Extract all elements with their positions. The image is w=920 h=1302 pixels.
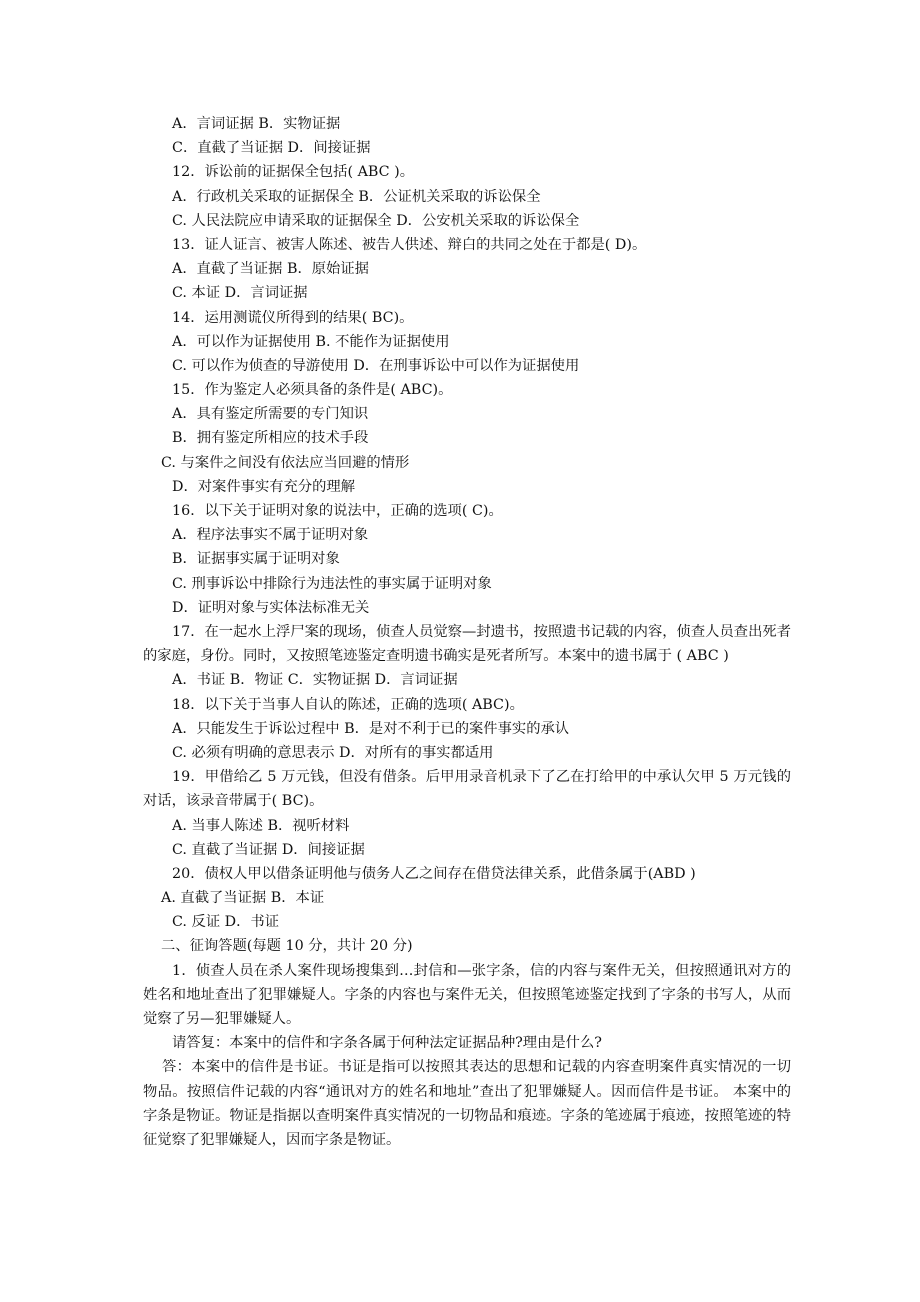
option-line: A．言词证据 B．实物证据 [172, 116, 341, 132]
option-line: A．具有鉴定所需要的专门知识 [172, 406, 369, 423]
section-heading: 二、征询答题(每题 10 分，共计 20 分) [161, 938, 413, 955]
question-17: 17．在一起水上浮尸案的现场，侦查人员觉察—封遗书，按照遗书记载的内容，侦查人员查出死者的家庭，身份。同时，又按照笔迹鉴定查明遗书确实是死者所写。本案中的遗书属于 ( ABC ) [143, 623, 791, 665]
question-12: 12．诉讼前的证据保全包括( ABC )。 [172, 164, 415, 181]
option-line: D．对案件事实有充分的理解 [172, 478, 356, 495]
question-19: 19．甲借给乙 5 万元钱，但没有借条。后甲用录音机录下了乙在打给甲的中承认欠甲 5 万元钱的对话，该录音带属于( BC)。 [143, 769, 791, 810]
option-line: C. 直截了当证据 D．间接证据 [172, 841, 365, 858]
option-line: A．可以作为证据使用 B. 不能作为证据使用 [172, 333, 450, 350]
option-line: C. 反证 D．书证 [172, 914, 280, 931]
option-line: C. 人民法院应申请采取的证据保全 D．公安机关采取的诉讼保全 [172, 212, 580, 229]
option-line: C. 本证 D．言词证据 [172, 285, 308, 302]
option-line: D．证明对象与实体法标准无关 [172, 599, 370, 616]
option-line: C. 与案件之间没有依法应当回避的情形 [161, 454, 410, 471]
document-body [143, 112, 791, 1152]
question-16: 16．以下关于证明对象的说法中，正确的选项( C)。 [172, 503, 503, 519]
case-question-1: 1．侦查人员在杀人案件现场搜集到…封信和—张字条，信的内容与案件无关，但按照通讯对方的姓名和地址查出了犯罪嫌疑人。字条的内容也与案件无关，但按照笔迹鉴定找到了字条的书写人，从而觉察了另—犯罪嫌疑人。 [143, 962, 791, 1028]
option-line: A．直截了当证据 B．原始证据 [172, 261, 369, 278]
question-13: 13．证人证言、被害人陈述、被告人供述、辩白的共同之处在于都是( D)。 [172, 236, 647, 253]
question-20: 20．债权人甲以借条证明他与债务人乙之间存在借贷法律关系，此借条属于(ABD ) [172, 865, 696, 882]
option-line: A．只能发生于诉讼过程中 B．是对不利于已的案件事实的承认 [172, 720, 570, 737]
option-line: C. 可以作为侦查的导游使用 D．在刑事诉讼中可以作为证据使用 [172, 357, 580, 374]
option-line: B．拥有鉴定所相应的技术手段 [172, 430, 369, 447]
case-answer: 答：本案中的信件是书证。书证是指可以按照其表达的思想和记载的内容查明案件真实情况的一切物品。按照信件记载的内容“通讯对方的姓名和地址”查出了犯罪嫌疑人。因而信件是书证。 本案中的字条是物证。物证是指据以查明案件真实情况的一切物品和痕迹。字条的笔迹属于痕迹，按照笔迹的特征觉察了犯罪嫌疑人，因而字条是物证。 [143, 1059, 791, 1149]
option-line: C. 必须有明确的意思表示 D．对所有的事实都适用 [172, 744, 494, 761]
option-line: C. 刑事诉讼中排除行为违法性的事实属于证明对象 [172, 575, 492, 592]
option-line: A．书证 B．物证 C．实物证据 D．言词证据 [172, 672, 458, 689]
option-line: A. 当事人陈述 B．视听材料 [172, 817, 350, 834]
option-line: A．程序法事实不属于证明对象 [172, 527, 369, 544]
question-18: 18．以下关于当事人自认的陈述，正确的选项( ABC)。 [172, 696, 524, 713]
question-14: 14．运用测谎仪所得到的结果( BC)。 [172, 309, 414, 326]
option-line: A．行政机关采取的证据保全 B．公证机关采取的诉讼保全 [172, 188, 541, 205]
question-15: 15．作为鉴定人必须具备的条件是( ABC)。 [172, 382, 453, 399]
case-prompt: 请答复：本案中的信件和字条各属于何种法定证据品种?理由是什么? [172, 1035, 602, 1052]
option-line: C．直截了当证据 D．间接证据 [172, 140, 371, 157]
option-line: B．证据事实属于证明对象 [172, 551, 340, 568]
option-line: A. 直截了当证据 B．本证 [161, 890, 325, 907]
